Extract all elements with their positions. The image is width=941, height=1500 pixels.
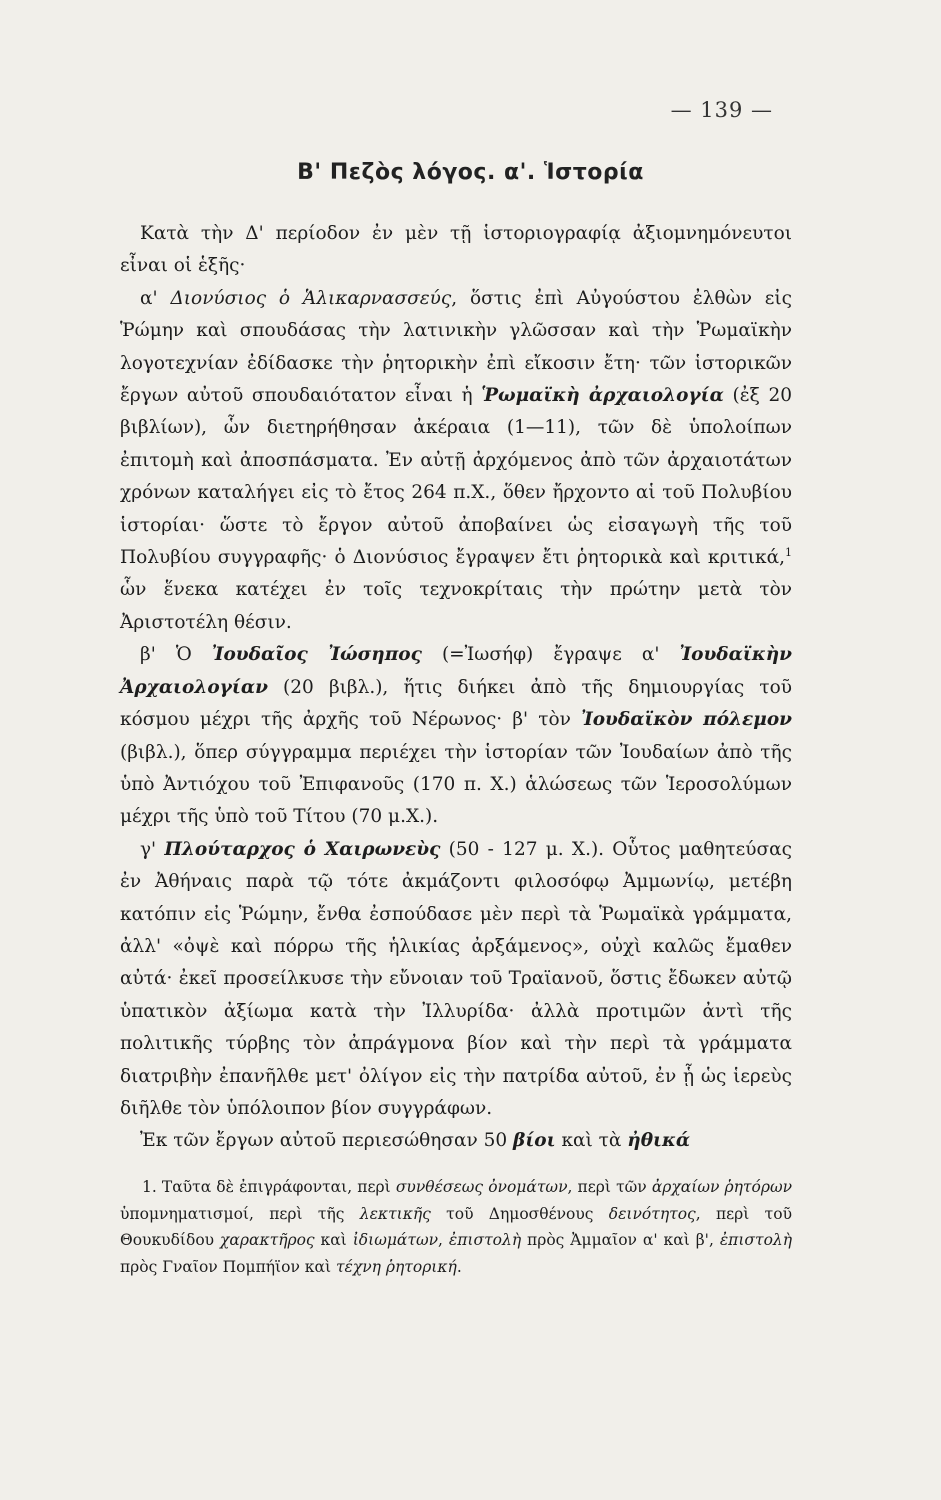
text-span: καὶ τὰ <box>555 1130 628 1152</box>
paragraph-plutarch <box>120 834 792 1126</box>
work-title: ἰδιωμάτων <box>352 1231 439 1249</box>
footnotes <box>120 1174 792 1280</box>
footnote-marker: 1. <box>142 1178 162 1196</box>
section-heading: Β' Πεζὸς λόγος. α'. Ἱστορία <box>297 160 644 185</box>
footnote-reference: 1 <box>785 545 792 559</box>
work-title: ἐπιστολὴ <box>719 1231 793 1249</box>
work-title: χαρακτῆρος <box>220 1231 315 1249</box>
paragraph-dionysius <box>120 283 792 639</box>
main-text <box>120 218 792 1158</box>
work-title: Ῥωμαϊκὴ ἀρχαιολογία <box>481 385 724 407</box>
paragraph-works <box>120 1125 792 1157</box>
text-span: ὧν ἕνεκα κατέχει ἐν τοῖς τεχνοκρίταις τὴν πρώτην μετὰ τὸν Ἀριστοτέλη θέσιν. <box>120 579 792 633</box>
text-span: (βιβλ.), ὅπερ σύγγραμμα περιέχει τὴν ἱστορίαν τῶν Ἰουδαίων ἀπὸ τῆς ὑπὸ Ἀντιόχου τοῦ Ἐπιφανοῦς (170 π. Χ.) ἁλώσεως τῶν Ἱεροσολύμων μέχρι τῆς ὑπὸ τοῦ Τίτου (70 μ.Χ.). <box>120 741 792 828</box>
item-marker: γ' <box>140 838 165 860</box>
text-span: (=Ἰωσήφ) ἔγραψε α' <box>421 644 680 666</box>
work-title: ἐπιστολὴ <box>448 1231 522 1249</box>
work-term: βίοι <box>513 1130 556 1152</box>
work-title: τέχνη ῥητορική <box>335 1257 457 1276</box>
intro-paragraph: Κατὰ τὴν Δ' περίοδον ἐν μὲν τῇ ἱστοριογραφίᾳ ἀξιομνημόνευτοι εἶναι οἱ ἑξῆς· <box>120 223 792 277</box>
text-span: (ἐξ 20 βιβλίων), ὧν διετηρήθησαν ἀκέραια (1—11), τῶν δὲ ὑπολοίπων ἐπιτομὴ καὶ ἀποσπάσματα. Ἐν αὐτῇ ἀρχόμενος ἀπὸ τῶν ἀρχαιοτάτων χρόνων καταλήγει εἰς τὸ ἔτος 264 π.Χ., ὅθεν ἤρχοντο αἱ τοῦ Πολυβίου ἱστορίαι· ὥστε τὸ ἔργον αὐτοῦ ἀποβαίνει ὡς εἰσαγωγὴ τῆς τοῦ Πολυβίου συγγραφῆς· ὁ Διονύσιος ἔγραψεν ἔτι ῥητορικὰ καὶ κριτικά, <box>120 385 792 569</box>
work-title: ἀρχαίων ῥητόρων <box>651 1178 793 1196</box>
text-span: , ὅστις ἐπὶ Αὐγούστου ἐλθὼν εἰς Ῥώμην καὶ σπουδάσας τὴν λατινικὴν γλῶσσαν καὶ τὴν Ῥωμαϊκὴν λογοτεχνίαν ἐδίδασκε τὴν ῥητορικὴν ἐπὶ εἴκοσιν ἔτη· τῶν ἱστορικῶν ἔργων αὐτοῦ σπουδαιότατον εἶναι ἡ <box>120 287 792 407</box>
work-title: δεινότητος <box>608 1204 696 1223</box>
author-name: Πλούταρχος ὁ Χαιρωνεὺς <box>164 838 441 860</box>
work-title: Ἰουδαϊκὴν Ἀρχαιολογίαν <box>120 644 792 698</box>
author-name: Διονύσιος ὁ Ἁλικαρνασσεύς <box>170 287 452 309</box>
work-title: Ἰουδαϊκὸν πόλεμον <box>581 709 792 731</box>
item-marker: α' <box>140 287 171 309</box>
paragraph-josephus <box>120 639 792 833</box>
work-title: συνθέσεως ὀνομάτων <box>395 1178 568 1196</box>
item-marker: β' Ὁ <box>140 644 212 666</box>
page-number: — 139 — <box>670 98 773 122</box>
author-name: Ἰουδαῖος Ἰώσηπος <box>211 644 422 666</box>
text-span: (50 - 127 μ. Χ.). Οὗτος μαθητεύσας ἐν Ἀθήναις παρὰ τῷ τότε ἀκμάζοντι φιλοσόφῳ Ἀμμωνίῳ, μετέβη κατόπιν εἰς Ῥώμην, ἔνθα ἐσπούδασε μὲν περὶ τὰ Ῥωμαϊκὰ γράμματα, ἀλλ' «ὀψὲ καὶ πόρρω τῆς ἡλικίας ἀρξάμενος», οὐχὶ καλῶς ἔμαθεν αὐτά· ἐκεῖ προσείλκυσε τὴν εὔνοιαν τοῦ Τραϊανοῦ, ὅστις ἔδωκεν αὐτῷ ὑπατικὸν ἀξίωμα κατὰ τὴν Ἰλλυρίδα· ἀλλὰ προτιμῶν ἀντὶ τῆς πολιτικῆς τύρβης τὸν ἀπράγμονα βίον καὶ τὴν περὶ τὰ γράμματα διατριβὴν ἐπανῆλθε μετ' ὀλίγον εἰς τὴν πατρίδα αὐτοῦ, ἐν ᾗ ὡς ἱερεὺς διῆλθε τὸν ὑπόλοιπον βίον συγγράφων. <box>120 838 792 1119</box>
work-title: λεκτικῆς <box>359 1204 431 1223</box>
work-term: ἠθικά <box>627 1130 691 1152</box>
text-span: (20 βιβλ.), ἥτις διήκει ἀπὸ τῆς δημιουργίας τοῦ κόσμου μέχρι τῆς ἀρχῆς τοῦ Νέρωνος· β' τὸν <box>120 676 792 731</box>
footnote-1: 1. Ταῦτα δὲ ἐπιγράφονται, περὶ συνθέσεως ὀνομάτων, περὶ τῶν ἀρχαίων ῥητόρων ὑπομνηματισμοί, περὶ τῆς λεκτικῆς τοῦ Δημοσθένους δεινότητος, περὶ τοῦ Θουκυδίδου χαρακτῆρος καὶ ἰδιωμάτων, ἐπιστολὴ πρὸς Ἀμμαῖον α' καὶ β', ἐπιστολὴ πρὸς Γναῖον Πομπήϊον καὶ τέχνη ῥητορική. <box>120 1178 793 1276</box>
text-span: Ἐκ τῶν ἔργων αὐτοῦ περιεσώθησαν 50 <box>140 1130 514 1152</box>
